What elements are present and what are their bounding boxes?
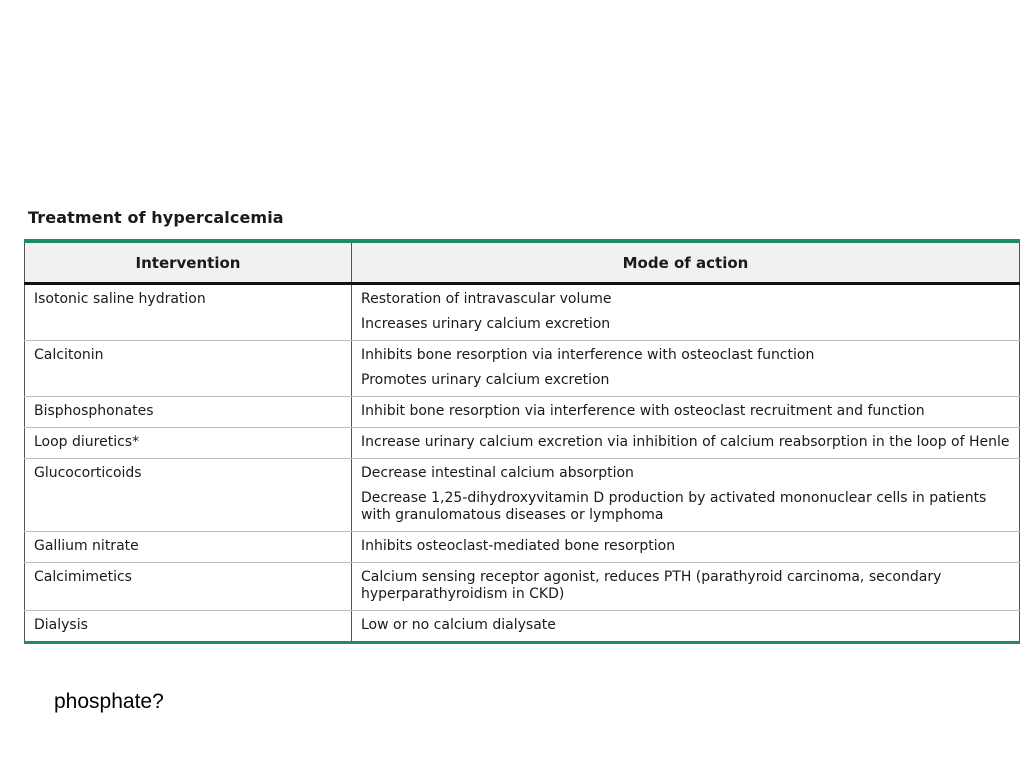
intervention-cell: Bisphosphonates <box>25 397 352 428</box>
mode-cell <box>352 341 1020 397</box>
mode-line: Calcium sensing receptor agonist, reduces PTH (parathyroid carcinoma, secondary hyperparathyroidism in CKD) <box>361 569 942 602</box>
mode-line: Decrease intestinal calcium absorption <box>361 465 634 481</box>
intervention-cell: Calcitonin <box>25 341 352 397</box>
mode-cell <box>352 532 1020 563</box>
table-title: Treatment of hypercalcemia <box>28 208 284 227</box>
intervention-cell: Glucocorticoids <box>25 459 352 532</box>
intervention-cell: Isotonic saline hydration <box>25 284 352 341</box>
mode-cell <box>352 284 1020 341</box>
header-intervention: Intervention <box>25 243 352 284</box>
intervention-cell: Loop diuretics* <box>25 428 352 459</box>
mode-cell <box>352 397 1020 428</box>
intervention-cell: Gallium nitrate <box>25 532 352 563</box>
treatment-table <box>24 243 1020 641</box>
mode-line: Inhibits osteoclast-mediated bone resorption <box>361 538 676 554</box>
mode-line: Low or no calcium dialysate <box>361 617 556 633</box>
mode-cell <box>352 563 1020 611</box>
mode-line: Increase urinary calcium excretion via inhibition of calcium reabsorption in the loop of Henle <box>361 434 1010 450</box>
mode-line: Promotes urinary calcium excretion <box>361 372 610 388</box>
table-row <box>25 341 1020 397</box>
mode-cell <box>352 428 1020 459</box>
intervention-cell: Calcimimetics <box>25 563 352 611</box>
mode-cell <box>352 459 1020 532</box>
table-row <box>25 428 1020 459</box>
intervention-cell: Dialysis <box>25 611 352 642</box>
table-row <box>25 397 1020 428</box>
mode-line: Increases urinary calcium excretion <box>361 316 611 332</box>
mode-cell <box>352 611 1020 642</box>
table-row <box>25 611 1020 642</box>
table-row <box>25 459 1020 532</box>
table-row <box>25 532 1020 563</box>
mode-line: Restoration of intravascular volume <box>361 291 612 307</box>
mode-line: Decrease 1,25-dihydroxyvitamin D production by activated mononuclear cells in patients with granulomatous diseases or lymphoma <box>361 490 987 523</box>
mode-line: Inhibits bone resorption via interference with osteoclast function <box>361 347 815 363</box>
table-header-row <box>25 243 1020 284</box>
slide-note-text: phosphate? <box>54 690 164 713</box>
header-mode-of-action: Mode of action <box>352 243 1020 284</box>
treatment-table-container <box>24 239 1020 644</box>
mode-line: Inhibit bone resorption via interference with osteoclast recruitment and function <box>361 403 925 419</box>
table-row <box>25 563 1020 611</box>
table-row <box>25 284 1020 341</box>
